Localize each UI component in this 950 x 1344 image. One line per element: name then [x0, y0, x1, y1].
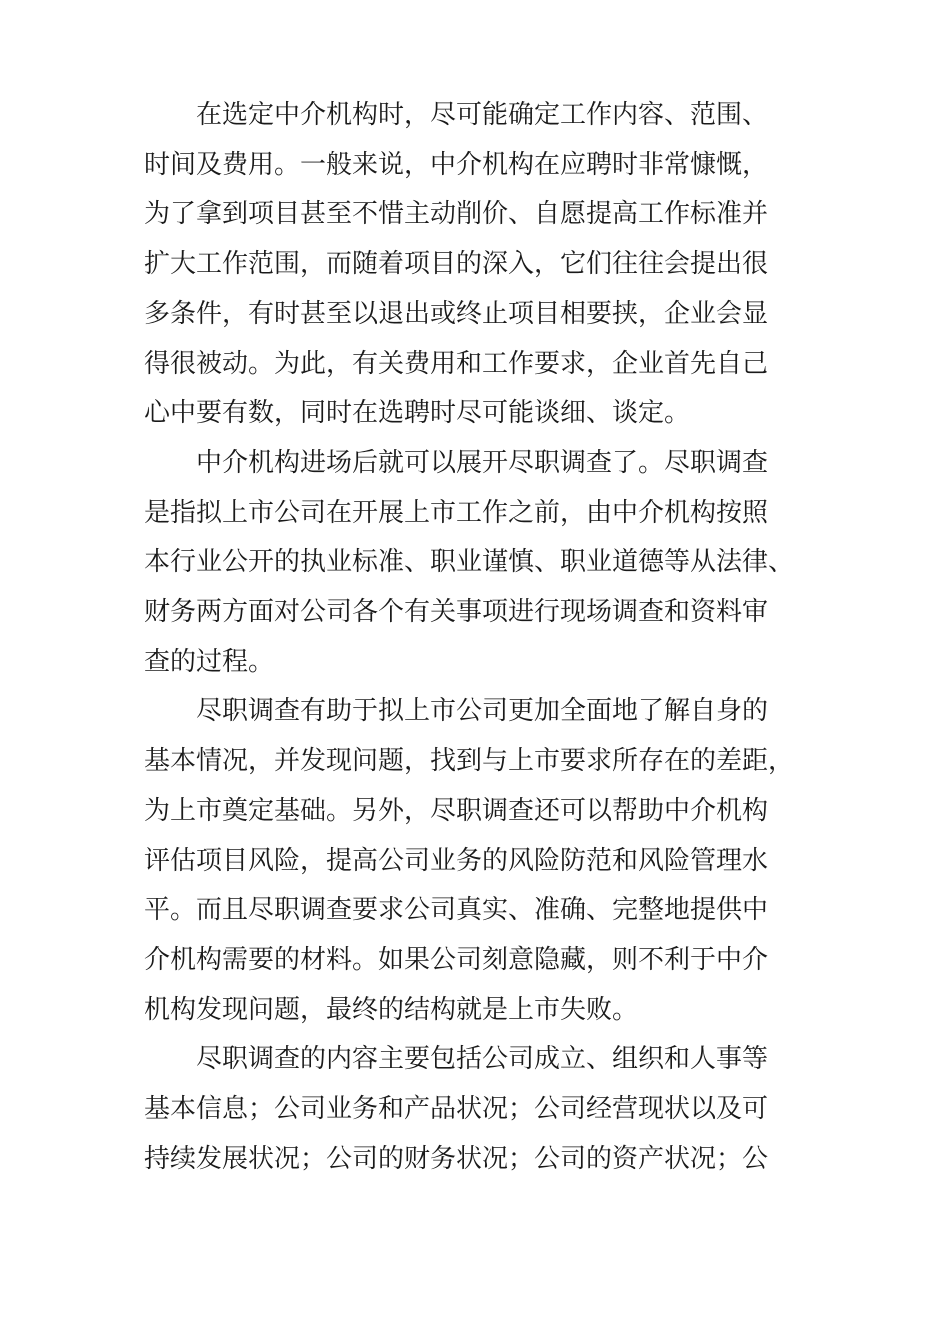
text-line: 扩大工作范围，而随着项目的深入，它们往往会提出很 — [144, 249, 769, 280]
text-line: 得很被动。为此，有关费用和工作要求，企业首先自己 — [144, 348, 769, 379]
text-line: 中介机构进场后就可以展开尽职调查了。尽职调查 — [196, 447, 769, 478]
text-line: 平。而且尽职调查要求公司真实、准确、完整地提供中 — [144, 895, 769, 926]
paragraph-3 — [144, 687, 795, 1035]
text-line: 基本情况，并发现问题，找到与上市要求所存在的差距， — [144, 746, 795, 777]
text-line: 尽职调查有助于拟上市公司更加全面地了解自身的 — [196, 696, 769, 727]
text-line: 是指拟上市公司在开展上市工作之前，由中介机构按照 — [144, 497, 769, 528]
text-line: 查的过程。 — [144, 646, 275, 677]
text-line: 时间及费用。一般来说，中介机构在应聘时非常慷慨， — [144, 149, 769, 180]
text-line: 心中要有数，同时在选聘时尽可能谈细、谈定。 — [144, 398, 691, 429]
text-line: 尽职调查的内容主要包括公司成立、组织和人事等 — [196, 1044, 769, 1075]
text-line: 本行业公开的执业标准、职业谨慎、职业道德等从法律、 — [144, 547, 795, 578]
paragraph-4 — [144, 1035, 784, 1184]
paragraph-1 — [144, 91, 784, 439]
text-line: 财务两方面对公司各个有关事项进行现场调查和资料审 — [144, 597, 769, 628]
text-line: 多条件，有时甚至以退出或终止项目相要挟，企业会显 — [144, 298, 769, 329]
text-line: 评估项目风险，提高公司业务的风险防范和风险管理水 — [144, 845, 769, 876]
text-line: 基本信息；公司业务和产品状况；公司经营现状以及可 — [144, 1094, 769, 1125]
paragraph-2 — [144, 439, 795, 688]
text-line: 为上市奠定基础。另外，尽职调查还可以帮助中介机构 — [144, 795, 769, 826]
document-page — [144, 91, 795, 1184]
text-line: 为了拿到项目甚至不惜主动削价、自愿提高工作标准并 — [144, 199, 769, 230]
text-line: 机构发现问题，最终的结构就是上市失败。 — [144, 994, 639, 1025]
text-line: 在选定中介机构时，尽可能确定工作内容、范围、 — [196, 100, 769, 130]
text-line: 持续发展状况；公司的财务状况；公司的资产状况；公 — [144, 1143, 769, 1174]
text-line: 介机构需要的材料。如果公司刻意隐藏，则不利于中介 — [144, 944, 769, 975]
